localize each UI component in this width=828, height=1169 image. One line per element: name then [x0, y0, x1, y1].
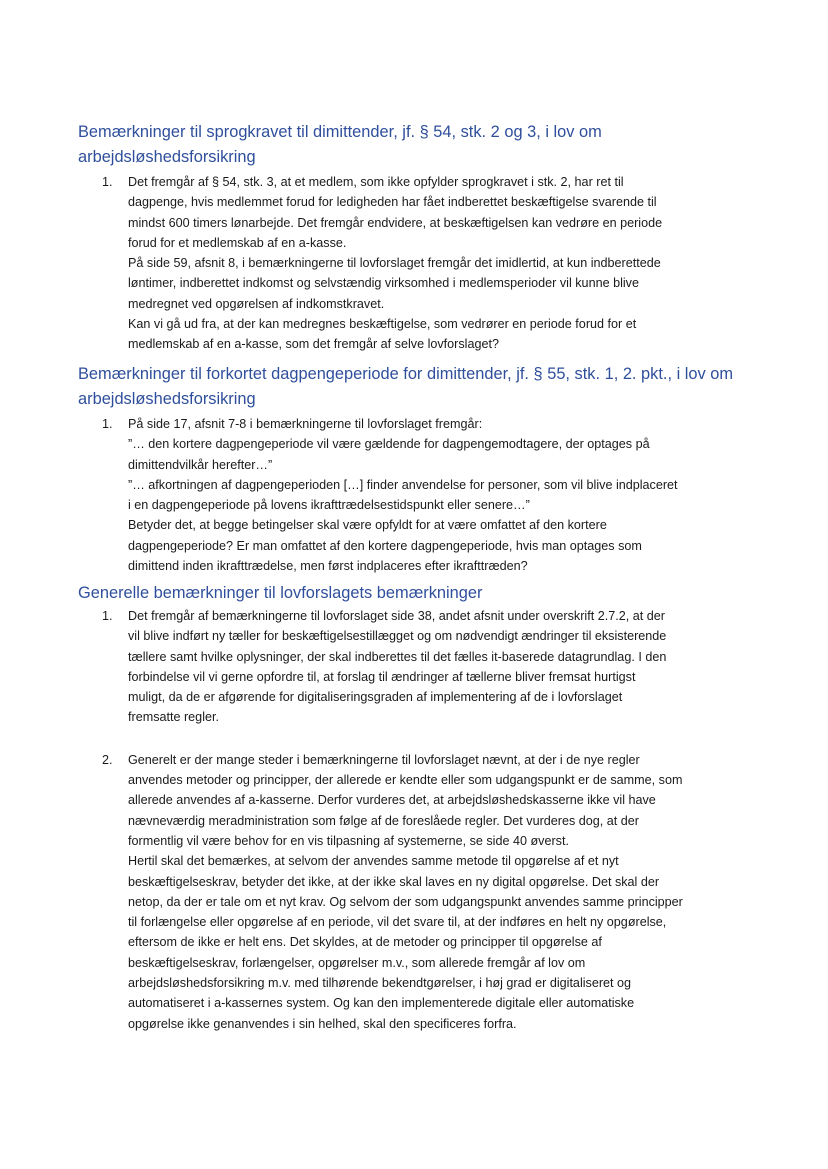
- section-heading: Bemærkninger til sprogkravet til dimittender, jf. § 54, stk. 2 og 3, i lov om arbejdsløshedsforsikring: [78, 123, 602, 166]
- list-item: [78, 414, 758, 576]
- paragraph: På side 17, afsnit 7-8 i bemærkningerne til lovforslaget fremgår:: [128, 417, 483, 431]
- item-number: 1.: [102, 175, 113, 189]
- paragraph: Hertil skal det bemærkes, at selvom der anvendes samme metode til opgørelse af et nyt beskæftigelseskrav, betyder det ikke, at der ikke skal laves en ny digital opgørelse. Det skal der netop, da der er tale om et nyt krav. Og selvom der som udgangspunkt anvendes samme principper til forlængelse eller opgørelse af en periode, vil det svare til, at der indføres en helt ny opgørelse, eftersom de ikke er helt ens. Det skyldes, at de metoder og principper til opgørelse af beskæftigelseskrav, forlængelser, opgørelser m.v., som allerede fremgår af lov om arbejdsløshedsforsikring m.v. med tilhørende bekendtgørelser, i høj grad er digitaliseret og automatiseret i a-kassernes system. Og kan den implementerede digitale eller automatiske opgørelse ikke genanvendes i sin helhed, skal den specificeres forfra.: [128, 854, 683, 1031]
- item-number: 1.: [102, 417, 113, 431]
- section-generelle: [78, 581, 758, 1034]
- paragraph: Betyder det, at begge betingelser skal være opfyldt for at være omfattet af den kortere dagpengeperiode? Er man omfattet af den kortere dagpengeperiode, hvis man optages som dimittend inden ikrafttrædelse, men først indplaceres efter ikrafttræden?: [128, 518, 642, 574]
- paragraph: Kan vi gå ud fra, at der kan medregnes beskæftigelse, som vedrører en periode forud for et medlemskab af en a-kasse, som det fremgår af selve lovforslaget?: [128, 317, 637, 352]
- section-heading: Generelle bemærkninger til lovforslagets bemærkninger: [78, 584, 483, 602]
- paragraph: Det fremgår af bemærkningerne til lovforslaget side 38, andet afsnit under overskrift 2.7.2, at der vil blive indført ny tæller for beskæftigelsestillægget og om nødvendigt ændringer til eksisterende tællere samt hvilke oplysninger, der skal indberettes til det fælles it-baserede datagrundlag. I den forbindelse vil vi gerne opfordre til, at forslag til ændringer af tællerne bliver fremsat hurtigst muligt, da de er afgørende for digitaliseringsgraden af implementering af de i lovforslaget fremsatte regler.: [128, 609, 667, 725]
- item-number: 1.: [102, 609, 113, 623]
- paragraph: På side 59, afsnit 8, i bemærkningerne til lovforslaget fremgår det imidlertid, at kun indberettede løntimer, indberettet indkomst og selvstændig virksomhed i medlemsperioder vil kunne blive medregnet ved opgørelsen af indkomstkravet.: [128, 256, 661, 311]
- section-sprogkrav: [78, 120, 758, 355]
- paragraph: Det fremgår af § 54, stk. 3, at et medlem, som ikke opfylder sprogkravet i stk. 2, har ret til dagpenge, hvis medlemmet forud for ledigheden har fået indberettet beskæftigelse svarende til mindst 600 timers lønarbejde. Det fremgår endvidere, at beskæftigelsen kan vedrøre en periode forud for et medlemskab af en a-kasse.: [128, 175, 663, 250]
- item-number: 2.: [102, 752, 113, 767]
- section-heading: Bemærkninger til forkortet dagpengeperiode for dimittender, jf. § 55, stk. 1, 2. pkt., i lov om arbejdsløshedsforsikring: [78, 365, 734, 408]
- list-item: [78, 606, 758, 728]
- list-item: [78, 750, 758, 1034]
- paragraph: Generelt er der mange steder i bemærkningerne til lovforslaget nævnt, at der i de nye regler anvendes metoder og principper, der allerede er kendte eller som udgangspunkt er de samme, som allerede anvendes af a-kasserne. Derfor vurderes det, at arbejdsløshedskasserne ikke vil have nævneværdig meradministration som følge af de foreslåede regler. Det vurderes dog, at der formentlig vil være behov for en vis tilpasning af systemerne, se side 40 øverst.: [128, 752, 683, 848]
- quote-paragraph: ”… afkortningen af dagpengeperioden […] finder anvendelse for personer, som vil blive indplaceret i en dagpengeperiode på lovens ikrafttrædelsestidspunkt eller senere…”: [128, 477, 678, 513]
- quote-paragraph: ”… den kortere dagpengeperiode vil være gældende for dagpengemodtagere, der optages på dimittendvilkår herefter…”: [128, 437, 650, 472]
- section-dagpengeperiode: [78, 362, 758, 576]
- list-item: [78, 172, 758, 355]
